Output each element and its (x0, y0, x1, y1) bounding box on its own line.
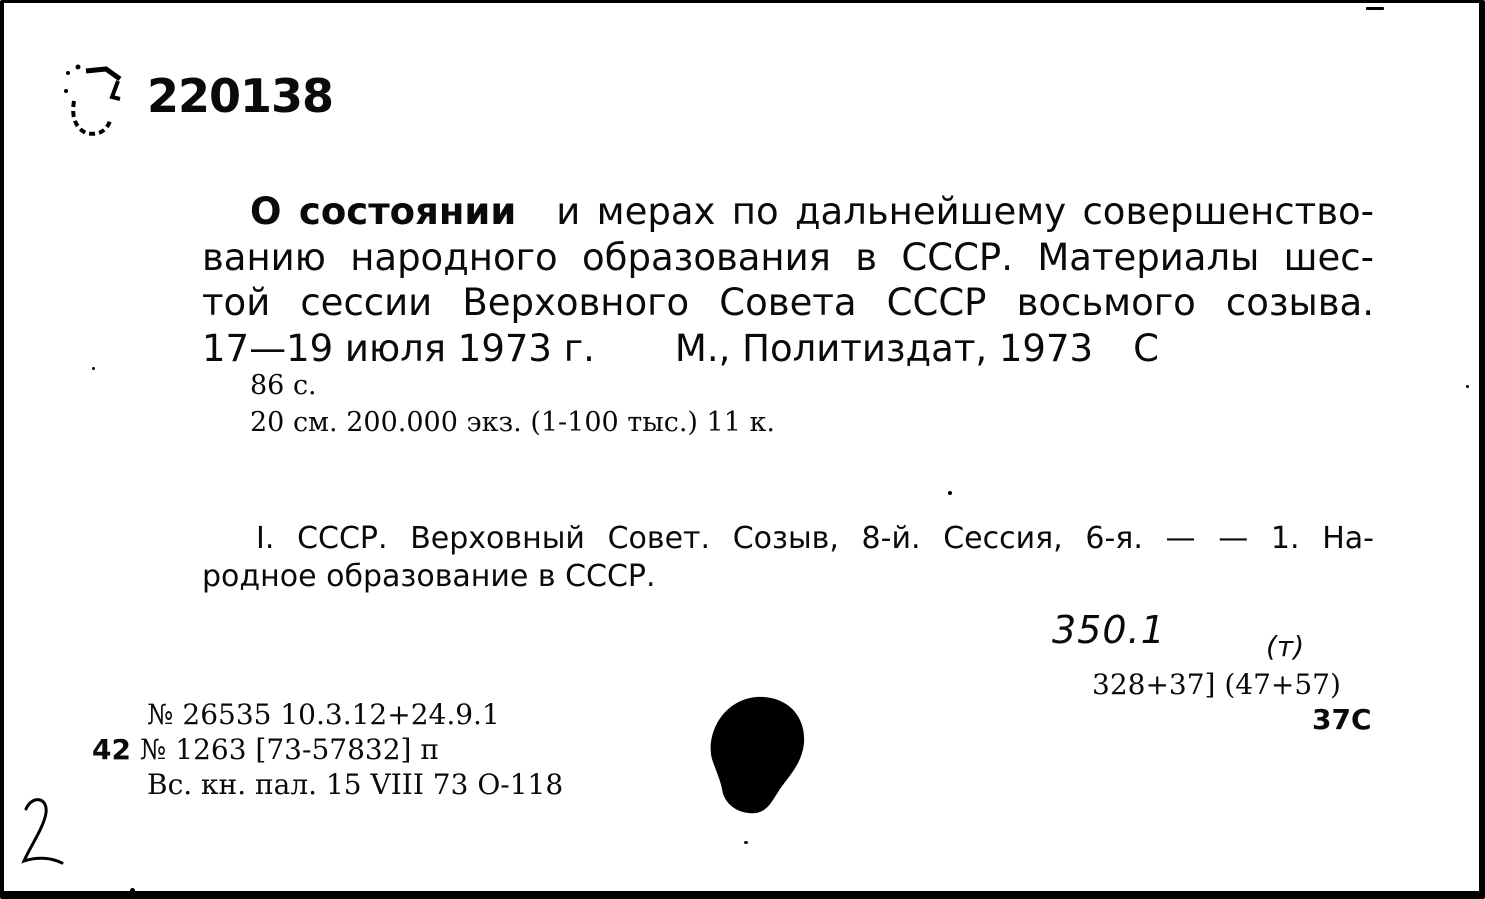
title-line-3: той сессии Верховного Совета СССР восьмого созыва. (202, 281, 1374, 324)
registration-line-2 (92, 733, 439, 766)
speck (744, 841, 748, 844)
registration-line-3: Вс. кн. пал. 15 VIII 73 О-118 (147, 768, 564, 801)
registration-line-1: № 26535 10.3.12+24.9.1 (147, 698, 500, 731)
card-number: 220138 (147, 69, 334, 123)
punch-hole-mark (60, 61, 130, 145)
handwritten-classification: 350.1 (1052, 608, 1166, 652)
speck (1366, 7, 1384, 10)
speck (92, 367, 95, 370)
subject-headings (202, 520, 1374, 596)
format-and-price: 20 см. 200.000 экз. (1-100 тыс.) 11 к. (250, 407, 775, 438)
title-tail: С (1133, 326, 1159, 370)
speck (130, 888, 135, 893)
page-count: 86 с. (250, 370, 317, 401)
handwritten-number (18, 791, 68, 875)
speck (948, 491, 952, 495)
title-line-1 (202, 189, 1374, 235)
registration-line-2-text: № 1263 [73-57832] п (139, 733, 440, 766)
ink-blot (706, 693, 810, 821)
title-heading: О состоянии (250, 190, 517, 233)
title-line-4 (202, 326, 1374, 372)
subject-line-2: родное образование в СССР. (202, 559, 656, 594)
session-dates: 17—19 июля 1973 г. (202, 326, 595, 370)
publisher: М., Политиздат, 1973 (674, 326, 1094, 370)
registration-prefix: 42 (92, 733, 131, 766)
bibliographic-title (202, 189, 1374, 371)
title-line-1-rest: и мерах по дальнейшему совершенство- (556, 190, 1374, 233)
classification-index: 328+37] (47+57) (1092, 668, 1341, 701)
subject-line-1: I. СССР. Верховный Совет. Созыв, 8-й. Сессия, 6-я. — — 1. На- (256, 521, 1374, 556)
speck (1466, 385, 1469, 388)
handwritten-classification-note: (т) (1266, 630, 1305, 663)
catalog-code: 37С (1312, 703, 1372, 736)
title-line-2: ванию народного образования в СССР. Материалы шес- (202, 235, 1374, 279)
